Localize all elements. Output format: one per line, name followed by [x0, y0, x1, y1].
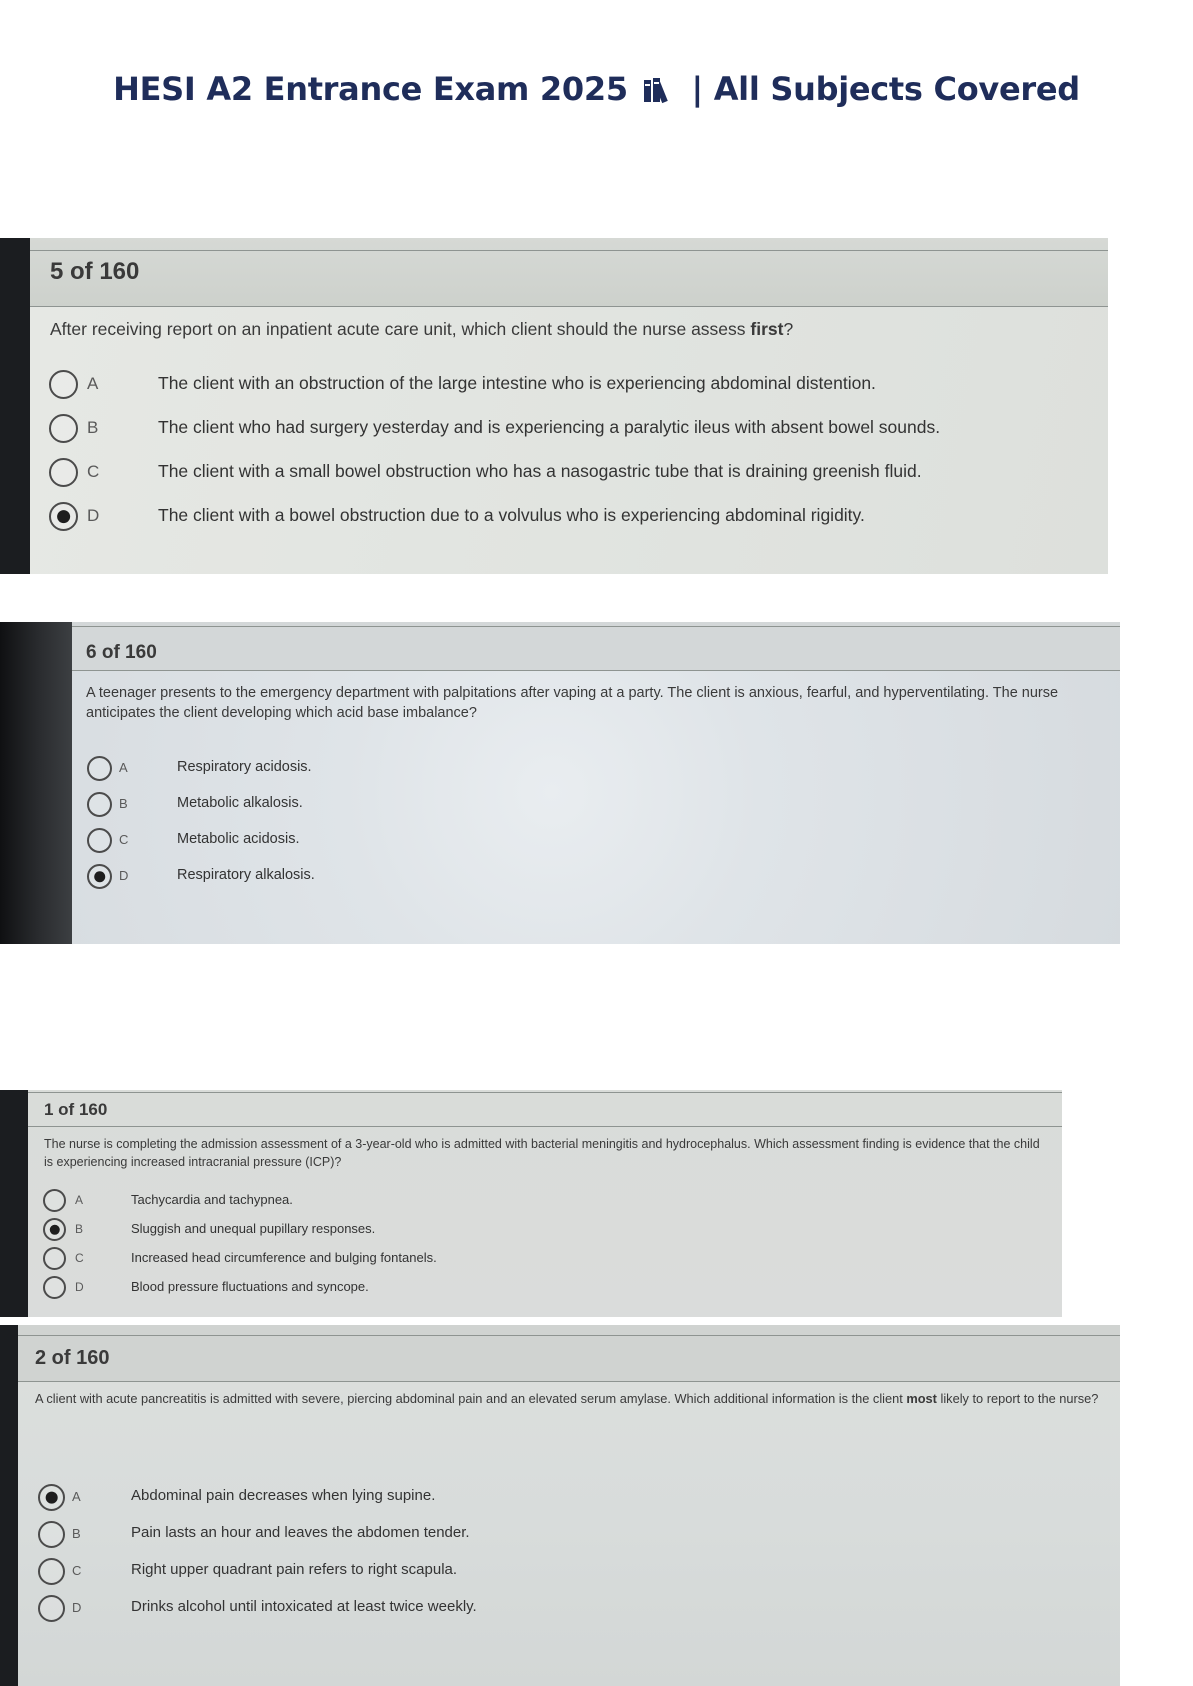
monitor-bezel	[0, 1325, 18, 1686]
monitor-bezel	[0, 622, 72, 944]
radio-button-d-selected[interactable]	[87, 864, 112, 889]
books-icon	[643, 74, 677, 112]
option-letter: B	[72, 1526, 81, 1541]
radio-button-a[interactable]	[49, 370, 78, 399]
option-letter: A	[87, 374, 99, 393]
stem-text: After receiving report on an inpatient acute care unit, which client should the nurse assess	[50, 319, 751, 339]
question-screenshot-1	[0, 1090, 1062, 1317]
stem-emphasis: most	[906, 1391, 937, 1406]
option-letter: B	[119, 796, 128, 811]
option-text: Tachycardia and tachypnea.	[131, 1192, 293, 1207]
option-letter: D	[72, 1600, 82, 1615]
radio-button-b[interactable]	[87, 792, 112, 817]
stem-text-end: likely to report to the nurse?	[936, 1391, 1099, 1406]
monitor-bezel	[0, 238, 30, 574]
stem-text: A client with acute pancreatitis is admitted with severe, piercing abdominal pain and an elevated serum amylase. Which additional information is the client	[35, 1391, 907, 1406]
option-letter: D	[87, 506, 100, 525]
question-stem: The nurse is completing the admission assessment of a 3-year-old who is admitted with bacterial meningitis and hydrocephalus. Which assessment finding is evidence that the child is experiencing increased intracranial pressure (ICP)?	[44, 1137, 1040, 1170]
document-title	[0, 70, 1193, 112]
divider	[30, 250, 1108, 251]
divider	[18, 1381, 1120, 1382]
radio-button-a[interactable]	[43, 1189, 66, 1212]
radio-button-c[interactable]	[38, 1558, 65, 1585]
radio-button-b[interactable]	[38, 1521, 65, 1548]
title-part1: HESI A2 Entrance Exam 2025	[113, 70, 628, 108]
divider	[28, 1126, 1062, 1127]
question-screenshot-2	[0, 1325, 1120, 1686]
option-letter: A	[75, 1193, 84, 1207]
divider	[72, 670, 1120, 671]
option-letter: B	[87, 418, 99, 437]
radio-button-a[interactable]	[87, 756, 112, 781]
option-text: The client with an obstruction of the large intestine who is experiencing abdominal distention.	[158, 373, 876, 393]
monitor-bezel	[0, 1090, 28, 1317]
option-letter: A	[72, 1489, 81, 1504]
option-text: The client with a small bowel obstruction who has a nasogastric tube that is draining greenish fluid.	[158, 461, 922, 481]
question-stem	[35, 1389, 1115, 1409]
question-counter: 2 of 160	[35, 1347, 110, 1369]
radio-button-b-selected[interactable]	[43, 1218, 66, 1241]
option-text: Sluggish and unequal pupillary responses.	[131, 1221, 376, 1236]
question-counter: 5 of 160	[50, 258, 140, 285]
divider	[28, 1092, 1062, 1093]
option-text: Pain lasts an hour and leaves the abdomen tender.	[131, 1524, 470, 1541]
question-screenshot-5	[0, 238, 1108, 574]
option-letter: D	[75, 1280, 84, 1294]
radio-button-c[interactable]	[49, 458, 78, 487]
question-counter: 6 of 160	[86, 642, 157, 663]
option-text: Metabolic alkalosis.	[177, 795, 303, 811]
option-text: Abdominal pain decreases when lying supine.	[131, 1487, 436, 1504]
question-stem	[50, 318, 793, 342]
radio-button-a-selected[interactable]	[38, 1484, 65, 1511]
option-letter: C	[119, 832, 129, 847]
option-letter: C	[75, 1251, 84, 1265]
stem-text-end: ?	[783, 319, 794, 339]
radio-button-c[interactable]	[87, 828, 112, 853]
option-text: Right upper quadrant pain refers to right scapula.	[131, 1561, 458, 1578]
question-counter: 1 of 160	[44, 1100, 108, 1119]
question-stem: A teenager presents to the emergency department with palpitations after vaping at a party. The client is anxious, fearful, and hyperventilating. The nurse anticipates the client developing which acid base imbalance?	[86, 685, 1059, 721]
title-part2: | All Subjects Covered	[691, 70, 1080, 108]
option-text: Increased head circumference and bulging fontanels.	[131, 1250, 437, 1265]
question-header-bar	[18, 1325, 1120, 1381]
question-header-bar	[72, 622, 1120, 670]
radio-button-d[interactable]	[38, 1595, 65, 1622]
option-text: Blood pressure fluctuations and syncope.	[131, 1279, 369, 1294]
option-letter: C	[72, 1563, 82, 1578]
radio-button-b[interactable]	[49, 414, 78, 443]
question-screenshot-6	[0, 622, 1120, 944]
divider	[30, 306, 1108, 307]
divider	[72, 626, 1120, 627]
divider	[18, 1335, 1120, 1336]
option-text: Respiratory alkalosis.	[177, 867, 315, 883]
option-text: Respiratory acidosis.	[177, 759, 312, 775]
stem-emphasis: first	[750, 319, 784, 339]
radio-button-d-selected[interactable]	[49, 502, 78, 531]
option-letter: A	[119, 760, 128, 775]
option-letter: B	[75, 1222, 84, 1236]
option-text: The client with a bowel obstruction due to a volvulus who is experiencing abdominal rigidity.	[158, 505, 865, 525]
option-text: Metabolic acidosis.	[177, 831, 300, 847]
option-letter: C	[87, 462, 100, 481]
option-text: The client who had surgery yesterday and is experiencing a paralytic ileus with absent bowel sounds.	[158, 417, 941, 437]
option-letter: D	[119, 868, 129, 883]
question-header-bar	[30, 238, 1108, 306]
option-text: Drinks alcohol until intoxicated at least twice weekly.	[131, 1598, 477, 1615]
radio-button-c[interactable]	[43, 1247, 66, 1270]
radio-button-d[interactable]	[43, 1276, 66, 1299]
